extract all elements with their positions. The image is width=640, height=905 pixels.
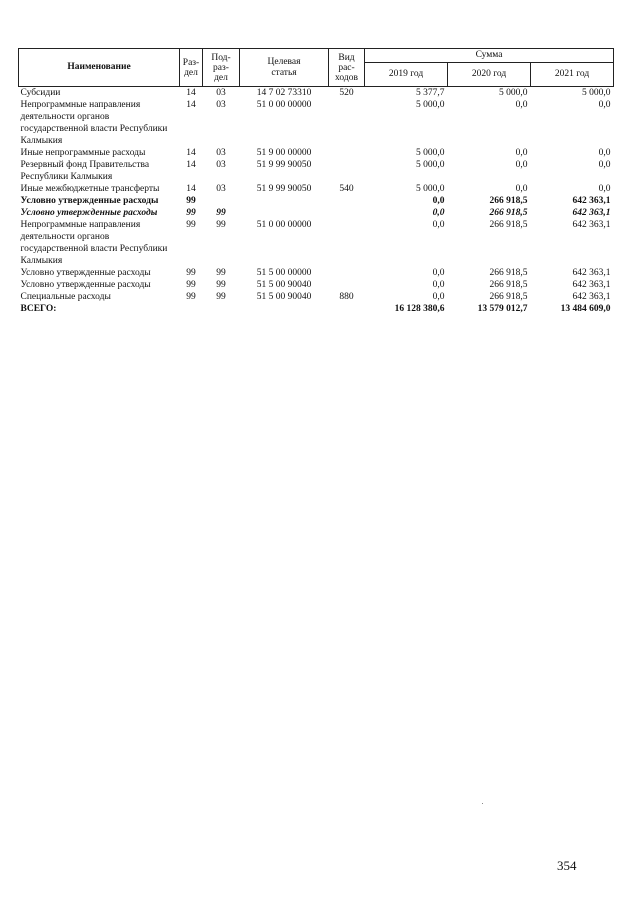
cell-vid — [329, 279, 365, 291]
cell-celevaya — [240, 195, 329, 207]
cell-celevaya — [240, 303, 329, 315]
table-header — [19, 49, 614, 87]
table-row — [19, 279, 614, 291]
cell-2019: 0,0 — [432, 268, 445, 278]
cell-2019: 5 000,0 — [416, 148, 445, 158]
cell-name: Условно утвержденные расходы — [20, 268, 151, 278]
cell-name: Непрограммные направления деятельности органов государственной власти Республики Калмыкия — [20, 220, 168, 266]
cell-2021: 0,0 — [598, 148, 611, 158]
header-podrazdel: Под- раз- дел — [203, 49, 240, 87]
cell-2020: 266 918,5 — [489, 292, 528, 302]
cell-razdel: 14 — [186, 88, 196, 98]
cell-2020: 0,0 — [515, 160, 528, 170]
cell-2019: 0,0 — [432, 280, 445, 290]
cell-podrazdel: 03 — [216, 160, 226, 170]
table-row — [19, 159, 614, 183]
cell-vid — [329, 219, 365, 267]
cell-vid — [329, 159, 365, 183]
cell-2021: 5 000,0 — [582, 88, 611, 98]
cell-podrazdel: 03 — [216, 88, 226, 98]
budget-table-container — [18, 48, 613, 315]
cell-celevaya: 51 5 00 90040 — [256, 280, 312, 290]
cell-celevaya: 51 5 00 90040 — [256, 292, 312, 302]
cell-razdel: 14 — [186, 148, 196, 158]
cell-razdel: 14 — [186, 100, 196, 110]
cell-name: Резервный фонд Правительства Республики Калмыкия — [20, 160, 150, 182]
cell-2021: 0,0 — [598, 184, 611, 194]
cell-podrazdel — [203, 303, 240, 315]
cell-2019: 0,0 — [432, 292, 445, 302]
budget-table — [18, 48, 614, 315]
cell-2020: 266 918,5 — [489, 208, 528, 218]
table-row — [19, 267, 614, 279]
cell-celevaya: 51 5 00 00000 — [256, 268, 312, 278]
cell-vid — [329, 267, 365, 279]
header-summa: Сумма — [365, 49, 614, 63]
table-row — [19, 303, 614, 315]
cell-2019: 5 377,7 — [416, 88, 445, 98]
cell-vid — [329, 207, 365, 219]
cell-2019: 0,0 — [432, 220, 445, 230]
cell-2019: 5 000,0 — [416, 100, 445, 110]
cell-2021: 642 363,1 — [572, 208, 611, 218]
cell-2021: 642 363,1 — [572, 292, 611, 302]
cell-podrazdel: 99 — [216, 208, 226, 218]
cell-name: ВСЕГО: — [20, 304, 57, 314]
cell-name: Иные межбюджетные трансферты — [20, 184, 160, 194]
table-row — [19, 87, 614, 100]
header-2021: 2021 год — [531, 63, 614, 87]
cell-2019: 5 000,0 — [416, 160, 445, 170]
cell-podrazdel: 03 — [216, 100, 226, 110]
cell-2020: 266 918,5 — [489, 280, 528, 290]
cell-name: Условно утвержденные расходы — [20, 280, 151, 290]
cell-2019: 0,0 — [432, 196, 445, 206]
cell-vid — [329, 99, 365, 147]
cell-podrazdel: 99 — [216, 220, 226, 230]
header-2019: 2019 год — [365, 63, 448, 87]
cell-2019: 16 128 380,6 — [394, 304, 445, 314]
cell-razdel: 14 — [186, 160, 196, 170]
table-row — [19, 195, 614, 207]
table-row — [19, 207, 614, 219]
cell-vid — [329, 195, 365, 207]
cell-2020: 266 918,5 — [489, 220, 528, 230]
cell-celevaya: 51 9 99 90050 — [256, 184, 312, 194]
cell-razdel — [180, 303, 203, 315]
cell-celevaya: 51 0 00 00000 — [256, 100, 312, 110]
cell-podrazdel: 99 — [216, 268, 226, 278]
cell-celevaya: 51 9 99 90050 — [256, 160, 312, 170]
cell-name: Условно утвержденные расходы — [20, 208, 158, 218]
cell-razdel: 99 — [186, 292, 196, 302]
cell-vid: 520 — [339, 88, 354, 98]
header-celevaya: Целевая статья — [240, 49, 329, 87]
cell-vid: 540 — [339, 184, 354, 194]
cell-2020: 0,0 — [515, 148, 528, 158]
cell-2021: 0,0 — [598, 100, 611, 110]
cell-2021: 642 363,1 — [572, 280, 611, 290]
cell-name: Условно утвержденные расходы — [20, 196, 159, 206]
cell-2020: 5 000,0 — [499, 88, 528, 98]
cell-name: Иные непрограммные расходы — [20, 148, 146, 158]
cell-razdel: 14 — [186, 184, 196, 194]
cell-2021: 642 363,1 — [572, 220, 611, 230]
page-number: 354 — [557, 858, 577, 873]
cell-razdel: 99 — [186, 196, 196, 206]
cell-2019: 0,0 — [432, 208, 445, 218]
cell-name: Субсидии — [20, 88, 61, 98]
cell-2020: 266 918,5 — [489, 196, 528, 206]
cell-razdel: 99 — [186, 208, 196, 218]
table-row — [19, 147, 614, 159]
cell-podrazdel: 99 — [216, 280, 226, 290]
cell-razdel: 99 — [186, 268, 196, 278]
cell-podrazdel — [203, 195, 240, 207]
table-row — [19, 99, 614, 147]
cell-celevaya — [240, 207, 329, 219]
cell-razdel: 99 — [186, 280, 196, 290]
cell-vid — [329, 147, 365, 159]
cell-2020: 0,0 — [515, 100, 528, 110]
cell-celevaya: 51 9 00 00000 — [256, 148, 312, 158]
cell-vid — [329, 303, 365, 315]
cell-2020: 266 918,5 — [489, 268, 528, 278]
cell-2021: 642 363,1 — [572, 268, 611, 278]
table-row — [19, 219, 614, 267]
cell-podrazdel: 03 — [216, 148, 226, 158]
cell-2020: 0,0 — [515, 184, 528, 194]
cell-2019: 5 000,0 — [416, 184, 445, 194]
table-row — [19, 291, 614, 303]
cell-2021: 0,0 — [598, 160, 611, 170]
header-2020: 2020 год — [448, 63, 531, 87]
cell-razdel: 99 — [186, 220, 196, 230]
cell-name: Непрограммные направления деятельности органов государственной власти Республики Калмыкия — [20, 100, 168, 146]
cell-2020: 13 579 012,7 — [477, 304, 528, 314]
header-vid: Вид рас- ходов — [329, 49, 365, 87]
cell-celevaya: 14 7 02 73310 — [256, 88, 312, 98]
cell-2021: 13 484 609,0 — [560, 304, 611, 314]
cell-2021: 642 363,1 — [572, 196, 611, 206]
table-row — [19, 183, 614, 195]
table-body — [19, 87, 614, 316]
cell-podrazdel: 03 — [216, 184, 226, 194]
cell-name: Специальные расходы — [20, 292, 111, 302]
cell-celevaya: 51 0 00 00000 — [256, 220, 312, 230]
header-name: Наименование — [19, 49, 180, 87]
cell-vid: 880 — [339, 292, 354, 302]
header-razdel: Раз- дел — [180, 49, 203, 87]
cell-podrazdel: 99 — [216, 292, 226, 302]
scan-speck — [482, 803, 483, 804]
